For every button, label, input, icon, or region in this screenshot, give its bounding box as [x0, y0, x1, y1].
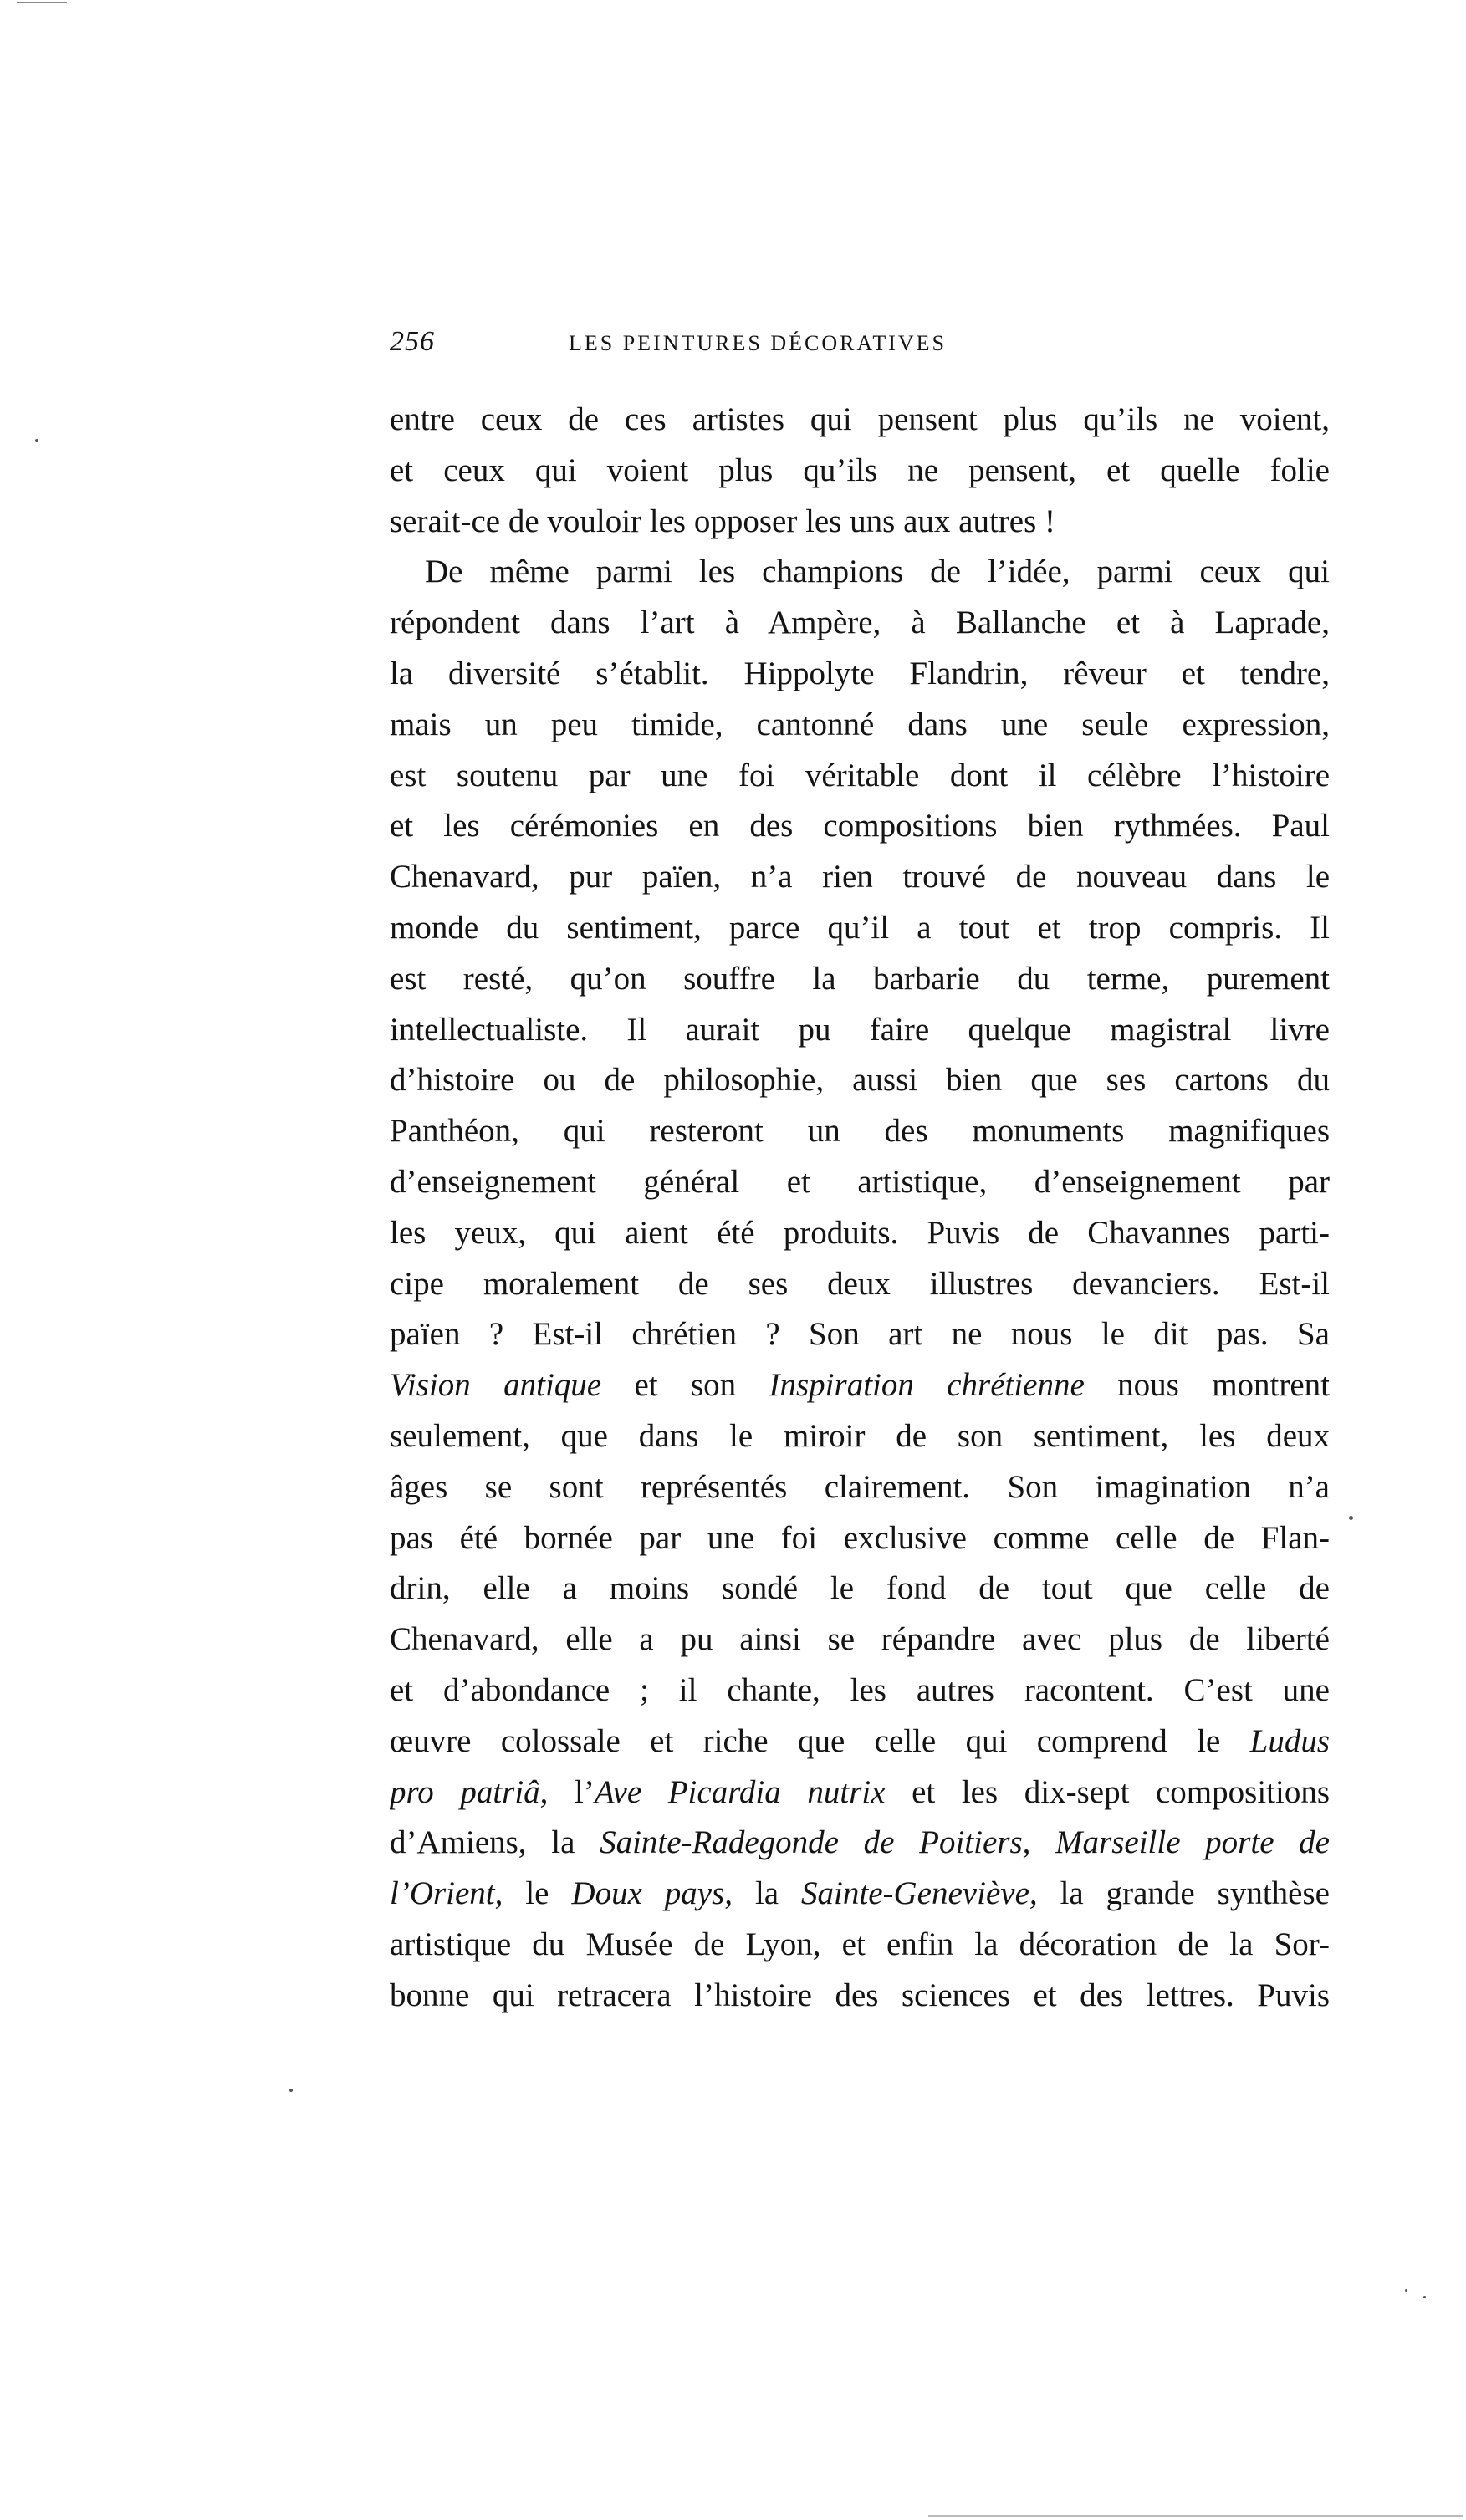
text-line-mixed: [390, 1768, 1330, 1819]
scan-speck: [1423, 2296, 1426, 2298]
text-line: d’enseignement général et artistique, d’enseignement par: [390, 1163, 1330, 1200]
text-line: bonne qui retracera l’histoire des sciences et des lettres. Puvis: [390, 1977, 1330, 2013]
text-line: est soutenu par une foi véritable dont il célèbre l’histoire: [390, 757, 1330, 793]
italic-title: pro patriâ,: [390, 1773, 549, 1810]
text-line: répondent dans l’art à Ampère, à Ballanche et à Laprade,: [390, 604, 1330, 641]
text-line: seulement, que dans le miroir de son sentiment, les deux: [390, 1417, 1330, 1454]
text-line: est resté, qu’on souffre la barbarie du terme, purement: [390, 960, 1330, 997]
text-line-mixed: [390, 1869, 1330, 1920]
italic-title: Vision antique: [390, 1367, 602, 1404]
text-line: monde du sentiment, parce qu’il a tout et trop compris. Il: [390, 909, 1330, 946]
scan-speck: [1405, 2289, 1407, 2292]
text-line: et les cérémonies en des compositions bien rythmées. Paul: [390, 808, 1330, 844]
page-number: 256: [390, 326, 435, 357]
scan-speck: [35, 439, 38, 442]
italic-title: Ave Picardia nutrix: [594, 1773, 886, 1810]
text-line: et d’abondance ; il chante, les autres racontent. C’est une: [390, 1671, 1330, 1708]
text-segment: et les dix-sept compositions: [885, 1773, 1330, 1810]
text-segment: et son: [601, 1367, 769, 1404]
text-line: âges se sont représentés clairement. Son imagination n’a: [390, 1468, 1330, 1505]
scan-speck: [1349, 1516, 1353, 1520]
italic-title: Sainte-Geneviève,: [801, 1875, 1038, 1912]
text-line: serait-ce de vouloir les opposer les uns aux autres !: [390, 502, 1055, 539]
scan-edge-mark: [928, 2515, 1463, 2517]
text-line: Chenavard, elle a pu ainsi se répandre avec plus de liberté: [390, 1621, 1330, 1658]
italic-title: Sainte-Radegonde de Poitiers,: [600, 1824, 1031, 1861]
scan-edge-mark: [17, 2, 67, 3]
text-segment: d’Amiens, la: [390, 1824, 600, 1861]
text-line: intellectualiste. Il aurait pu faire quelque magistral livre: [390, 1011, 1330, 1048]
italic-title: Inspiration chrétienne: [769, 1367, 1085, 1404]
text-line: artistique du Musée de Lyon, et enfin la décoration de la Sor-: [390, 1926, 1330, 1962]
body-text: [390, 395, 1330, 2022]
text-segment: œuvre colossale et riche que celle qui comprend le: [390, 1722, 1250, 1759]
text-segment: l’: [548, 1773, 595, 1810]
italic-title: l’Orient,: [390, 1875, 503, 1912]
text-line: païen ? Est-il chrétien ? Son art ne nous le dit pas. Sa: [390, 1316, 1330, 1353]
text-line: entre ceux de ces artistes qui pensent plus qu’ils ne voient,: [390, 401, 1330, 437]
text-segment: le: [503, 1875, 572, 1912]
text-line: d’histoire ou de philosophie, aussi bien que ses cartons du: [390, 1062, 1330, 1099]
text-line: Chenavard, pur païen, n’a rien trouvé de nouveau dans le: [390, 859, 1330, 895]
text-segment: [1030, 1824, 1055, 1860]
italic-title: Marseille porte de: [1055, 1824, 1330, 1861]
text-line-mixed: [390, 1360, 1330, 1411]
text-line: les yeux, qui aient été produits. Puvis de Chavannes parti-: [390, 1214, 1330, 1251]
scan-speck: [289, 2089, 293, 2092]
text-line: mais un peu timide, cantonné dans une seule expression,: [390, 706, 1330, 742]
italic-title: Ludus: [1249, 1722, 1330, 1759]
text-line: pas été bornée par une foi exclusive comme celle de Flan-: [390, 1519, 1330, 1556]
running-head: LES PEINTURES DÉCORATIVES: [568, 331, 947, 355]
text-line: cipe moralement de ses deux illustres devanciers. Est-il: [390, 1265, 1330, 1302]
text-line-mixed: [390, 1717, 1330, 1768]
page-header: [390, 326, 1042, 368]
text-segment: nous montrent: [1084, 1367, 1330, 1404]
text-line: la diversité s’établit. Hippolyte Flandrin, rêveur et tendre,: [390, 655, 1330, 691]
text-line: De même parmi les champions de l’idée, parmi ceux qui: [425, 553, 1330, 590]
text-line-mixed: [390, 1818, 1330, 1869]
text-line: et ceux qui voient plus qu’ils ne pensent, et quelle folie: [390, 451, 1330, 488]
text-segment: la grande synthèse: [1037, 1875, 1330, 1912]
italic-title: Doux pays,: [571, 1875, 733, 1912]
text-segment: la: [733, 1875, 802, 1912]
text-line: Panthéon, qui resteront un des monuments magnifiques: [390, 1113, 1330, 1150]
text-line: drin, elle a moins sondé le fond de tout que celle de: [390, 1570, 1330, 1607]
